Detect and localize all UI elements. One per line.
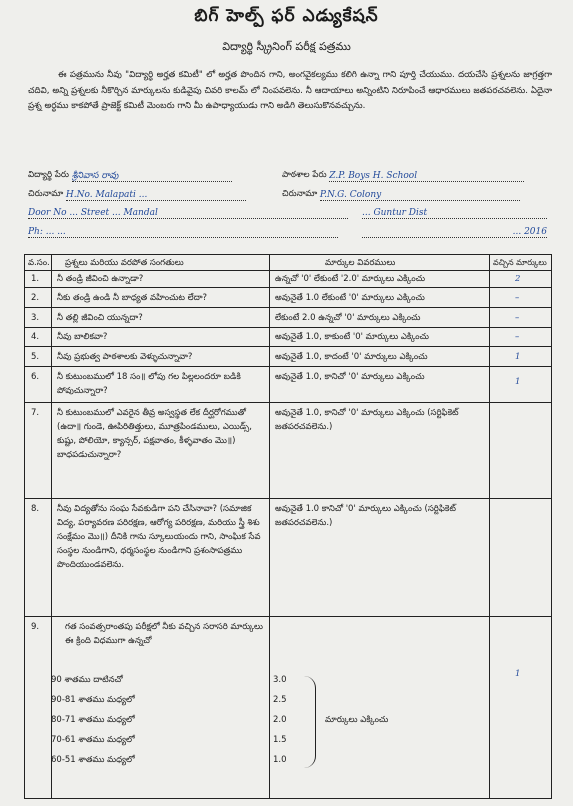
row-question: నీ కుటుంబములో ఎవరైన తీవ్ర అస్వస్థత లేక దీర్ఘరోగముతో (ఉదా॥ గుండె, ఊపిరితిత్తులు, మూత్రపిండములు, ఎయిడ్స్, కుష్టు, పోలియో, క్యాన్సర్, పక్షవాతం, కీళ్ళవాతం మొ॥) బాధపడుచున్నారా? xyxy=(57,408,252,460)
address2-label: చిరునామా xyxy=(282,189,318,199)
intro-paragraph: ఈ పత్రమును నీవు "విద్యార్ధి అర్హత కమిటీ" లో అర్హత పొందిన గాని, అంగవైకల్యము కలిగి ఉన్నా గాని పూర్తి చేయుము. దయచేసి ప్రశ్నలను జాగ్రత్తగా చదివి, అన్ని ప్రశ్నలకు నీకొర్చిన మార్కులను కుడివైపు చివరి కాలమ్ లో నింపవలెను. నీ ఆదాయాలు అన్నింటిని నిరూపించే ఆధారములు జతపరచవలెను. ఏదైనా ప్రశ్న అర్ధము కాకపోతే ప్రాజెక్ట్ కమిటీ మెంబరు గాని మీ ఉపాధ్యాయుడు గాని అడిగి తెలుసుకొనవచ్చును. xyxy=(28,70,552,112)
school-value: Z.P. Boys H. School xyxy=(329,171,524,182)
address-label: చిరునామా xyxy=(28,189,64,199)
row-question: నీవు బాలికవా? xyxy=(57,332,108,342)
document-title: బిగ్ హెల్ప్ ఫర్ ఎడ్యుకేషన్ xyxy=(194,6,379,26)
row-score: 1 xyxy=(515,352,521,362)
row-details: లేకుంటే 2.0 ఉన్నచో '0' మార్కులు ఎక్కించు xyxy=(275,313,421,323)
row-sno: 1. xyxy=(31,274,40,284)
document-subtitle: విద్యార్థి స్క్రీనింగ్ పరీక్ష పత్రము xyxy=(222,40,351,53)
row-details: అవునైతే 1.0, కానిచో '0' మార్కులు ఎక్కించు xyxy=(275,372,425,382)
row-sno: 7. xyxy=(31,408,40,418)
grades-brace xyxy=(303,676,316,768)
school-line xyxy=(282,170,552,182)
row-score: 1 xyxy=(515,377,521,387)
row-details: అవునైతే 1.0 కానిచో '0' మార్కులు ఎక్కించు (సర్టిఫికెట్ జతపరచవలెను.) xyxy=(275,504,456,528)
row-details: అవునైతే 1.0, కాకుంటే '0' మార్కులు ఎక్కించు xyxy=(275,332,429,342)
table-row xyxy=(25,499,551,617)
row-score: – xyxy=(515,313,520,323)
header-score: వచ్చిన మార్కులు xyxy=(493,258,547,267)
address2-value: P.N.G. Colony xyxy=(320,190,520,201)
table-row xyxy=(25,288,551,308)
row-sno: 6. xyxy=(31,372,40,382)
grade-mark: 1.5 xyxy=(273,735,287,745)
date-line xyxy=(362,227,552,238)
table-header xyxy=(25,255,551,271)
address-line xyxy=(28,189,278,201)
table-row xyxy=(25,308,551,328)
header-details: మార్కుల వివరములు xyxy=(325,258,396,268)
address3-line xyxy=(28,208,358,219)
address-value: H.No. Malapati ... xyxy=(66,190,246,201)
row-question: నీవు విద్యతోను సంఘ సేవకుడిగా పని చేసినావా? (సమాజిక విద్య, పర్యావరణ పరిరక్షణ, ఆరోగ్య పరిరక్షణ, మరియు స్త్రీ శిశు సంక్షేమం మొ॥) దీనికి గాను స్కూలుయందు గాని, సాంఘిక సేవ సంస్థల నుండిగాని, ధర్మసంస్థల నుండిగాని ప్రశంసాపత్రము పొందియుండవలెను. xyxy=(57,504,261,570)
row-sno: 8. xyxy=(31,504,40,514)
name-label: విద్యార్థి పేరు xyxy=(28,170,69,180)
row-score: – xyxy=(515,293,520,303)
row-question: నీవు ప్రభుత్వ పాఠశాలకు వెళ్ళుచున్నావా? xyxy=(57,352,193,362)
grade-mark: 3.0 xyxy=(273,675,287,685)
address2-line xyxy=(282,189,552,201)
row-question: నీ తండ్రి జీవించి ఉన్నాడా? xyxy=(57,274,144,284)
row-details: ఉన్నచో '0' లేకుంటే '2.0' మార్కులు ఎక్కించు xyxy=(275,274,426,284)
grade-mark: 1.0 xyxy=(273,755,287,765)
row-question: గత సంవత్సరాంతపు పరీక్షలో నీకు వచ్చిన సరాసరి మార్కులు ఈ క్రింది విధముగా ఉన్నచో xyxy=(65,622,264,646)
grade-mark: 2.5 xyxy=(273,695,287,705)
grade-label: 80-71 శాతము మధ్యలో xyxy=(51,715,135,725)
row-sno: 9. xyxy=(31,622,40,632)
row-score: – xyxy=(515,332,520,342)
grade-label: 90-81 శాతము మధ్యలో xyxy=(51,695,135,705)
row-sno: 5. xyxy=(31,352,40,362)
name-value: శ్రీనివాస రావు xyxy=(72,171,232,182)
header-sno: వ.సం. xyxy=(28,258,50,268)
screening-table xyxy=(24,254,552,799)
row-details: అవునైతే 1.0 లేకుంటే '0' మార్కులు ఎక్కించు xyxy=(275,293,425,303)
table-row xyxy=(25,347,551,367)
row-sno: 3. xyxy=(31,313,40,323)
row-details: అవునైతే 1.0, కాదంటే '0' మార్కులు ఎక్కించు xyxy=(275,352,428,362)
date-value: ... 2016 xyxy=(362,227,547,238)
name-line xyxy=(28,170,278,182)
table-row xyxy=(25,271,551,288)
grade-label: 90 శాతము దాటినచో xyxy=(51,675,123,685)
row-sno: 4. xyxy=(31,332,40,342)
district-value: ... Guntur Dist xyxy=(362,208,547,219)
phone-value: Ph: ... ... xyxy=(28,227,338,238)
grade-label: 60-51 శాతము మధ్యలో xyxy=(51,755,135,765)
row-question: నీకు తండ్రి ఉండి నీ బాధ్యత వహించుట లేదా? xyxy=(57,293,208,303)
header-question: ప్రశ్నలు మరియు వరపోత సంగతులు xyxy=(65,258,184,268)
row-score: 1 xyxy=(515,669,521,679)
row-sno: 2. xyxy=(31,293,40,303)
row-question: నీ కుటుంబములో 18 సం॥ లోపు గల పిల్లలందరూ బడికి పోవుచున్నారా? xyxy=(57,372,241,396)
grade-mark: 2.0 xyxy=(273,715,287,725)
school-label: పాఠశాల పేరు xyxy=(282,170,327,180)
district-line xyxy=(362,208,552,219)
table-row xyxy=(25,403,551,499)
phone-line xyxy=(28,227,348,238)
address3-value: Door No ... Street ... Mandal xyxy=(28,208,348,219)
row-details: అవునైతే 1.0, కానిచో '0' మార్కులు ఎక్కించు (సర్టిఫికెట్ జతపరచవలెను.) xyxy=(275,408,459,432)
row-question: నీ తల్లి జీవించి యున్నదా? xyxy=(57,313,143,323)
table-row xyxy=(25,617,551,798)
table-row xyxy=(25,328,551,347)
grades-note: మార్కులు ఎక్కించు xyxy=(325,715,389,725)
table-row xyxy=(25,367,551,403)
row-score: 2 xyxy=(515,274,521,284)
grade-label: 70-61 శాతము మధ్యలో xyxy=(51,735,135,745)
